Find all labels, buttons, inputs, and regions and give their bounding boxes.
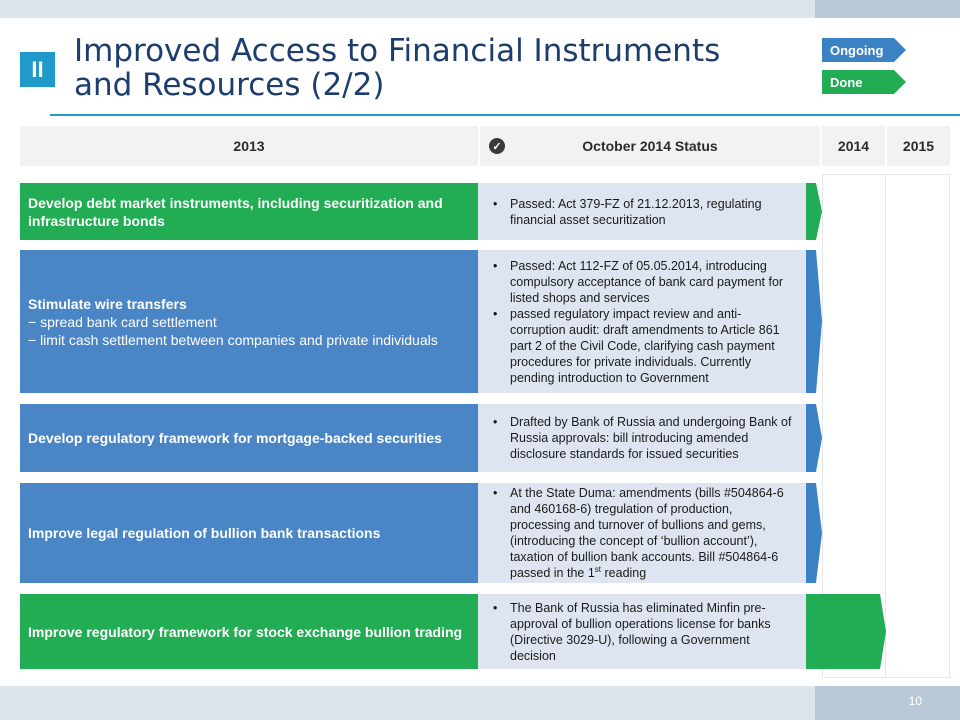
section-badge: II: [20, 52, 55, 87]
status-mortgage-securities: [478, 404, 806, 472]
header-2015: [887, 126, 950, 166]
status-bullet: [510, 485, 796, 581]
title-line-2: and Resources (2/2): [74, 67, 385, 103]
ordinal-suffix: st: [594, 564, 602, 574]
initiative-title: Develop debt market instruments, including securitization and infrastructure bonds: [28, 194, 443, 229]
initiative-mortgage-securities: [20, 404, 478, 472]
status-bullet: • Drafted by Bank of Russia and undergoing Bank of Russia approvals: bill introducing amended disclosure standards for issued securities: [510, 414, 796, 462]
status-bullet-text: At the State Duma: amendments (bills #504864-6 and 460168-6) tregulation of production, processing and turnover of bullions and gems, (introducing the concept of ‘bullion account’), taxation of bullion bank accounts. Bill #504864-6 passed in the 1: [510, 486, 784, 580]
status-bullet: • Passed: Act 379-FZ of 21.12.2013, regulating financial asset securitization: [510, 196, 796, 228]
header-2013: [20, 126, 478, 166]
initiative-wire-transfers: [20, 250, 478, 393]
header-2014: [822, 126, 885, 166]
status-bullet: • passed regulatory impact review and anti-corruption audit: draft amendments to Article 861 part 2 of the Civil Code, clarifying cash payment procedures for private individuals. Currently pending introduction to Government: [510, 306, 796, 386]
initiative-title: Develop regulatory framework for mortgage-backed securities: [28, 430, 442, 446]
page-number: 10: [908, 694, 922, 708]
status-debt-instruments: [478, 183, 806, 240]
header-status: [480, 126, 820, 166]
ongoing-arrow: [806, 404, 824, 472]
top-band-accent: [815, 0, 960, 18]
ongoing-arrow: [806, 250, 824, 393]
header-2013-label: 2013: [233, 138, 265, 154]
header-2014-label: 2014: [837, 138, 870, 154]
done-arrow: [806, 594, 888, 669]
done-arrow: [806, 183, 824, 240]
page-title: [74, 34, 774, 102]
check-circle-icon: ✓: [489, 138, 505, 154]
initiative-bullion-bank: [20, 483, 478, 583]
bottom-band-accent: [815, 686, 960, 720]
status-bullet: • The Bank of Russia has eliminated Minfin pre-approval of bullion operations license for banks (Directive 3029-U), following a Government decision: [510, 600, 796, 664]
status-bullion-bank: [478, 483, 806, 583]
initiative-title: Improve regulatory framework for stock exchange bullion trading: [28, 623, 463, 640]
initiative-debt-instruments: [20, 183, 478, 240]
initiative-sub-item: − limit cash settlement between companies and private individuals: [28, 331, 438, 348]
status-bullet-tail: reading: [601, 566, 647, 580]
title-rule: [50, 114, 960, 116]
header-status-label: October 2014 Status: [582, 138, 718, 154]
initiative-title: Improve legal regulation of bullion bank transactions: [28, 525, 381, 541]
title-line-1: Improved Access to Financial Instruments: [74, 33, 721, 69]
status-bullion-trading: [478, 594, 806, 669]
status-bullet: • Passed: Act 112-FZ of 05.05.2014, introducing compulsory acceptance of bank card payment for listed shops and services: [510, 258, 796, 306]
ongoing-arrow: [806, 483, 824, 583]
initiative-title: Stimulate wire transfers: [28, 295, 187, 312]
legend-done: Done: [822, 70, 894, 94]
header-2015-label: 2015: [902, 138, 935, 154]
initiative-bullion-trading: [20, 594, 478, 669]
status-wire-transfers: [478, 250, 806, 393]
initiative-sub-item: − spread bank card settlement: [28, 313, 217, 330]
legend-ongoing: Ongoing: [822, 38, 894, 62]
